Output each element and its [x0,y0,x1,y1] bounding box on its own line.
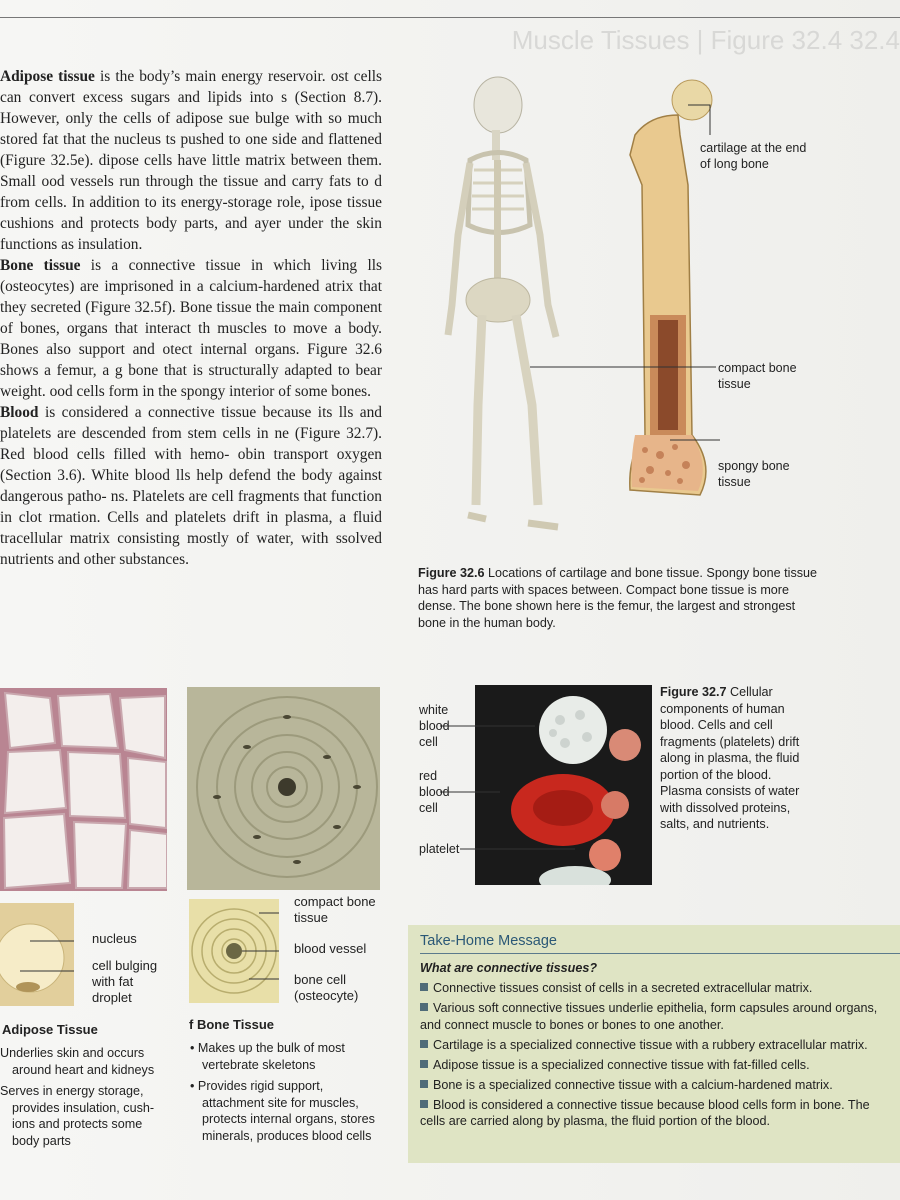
take-home-item [420,1057,896,1074]
paragraph-blood [0,402,382,570]
label-cartilage: cartilage at the end of long bone [700,141,807,171]
take-home-item-text: Connective tissues consist of cells in a secreted extracellular matrix. [433,981,813,995]
label-fat-droplet: cell bulging with fat droplet [92,958,158,1005]
take-home-item [420,1037,896,1054]
label-platelet: platelet [419,842,460,856]
take-home-question: What are connective tissues? [420,961,598,975]
bone-bullet-2-text: Provides rigid support, attachment site for muscles, protects internal organs, stores minerals, produces blood cells [197,1079,375,1143]
label-compact-bone: compact bone tissue [718,361,797,391]
bone-tissue-bullets [190,1040,380,1149]
label-nucleus: nucleus [92,931,137,946]
text-bone: is a connective tissue in which living lls (osteocytes) are imprisoned in a calcium-hardened atrix that they secreted (Figure 32.5f). Bone tissue the main component of bones, organs that interact th muscles to move a body. Bones also support and otect internal organs. Figure 32.6 shows a femur, a g bone that is structurally adapted to bear weight. ood cells form in the spongy interior of some bones. [0,257,382,400]
figure-32-6-number: Figure 32.6 [418,566,485,580]
bone-bullet-1-text: Makes up the bulk of most vertebrate skeletons [197,1041,345,1072]
take-home-list [420,980,896,1133]
figure-32-7-text: Cellular components of human blood. Cells and cell fragments (platelets) drift along in plasma, the fluid portion of the blood. Plasma consists of water with dissolved proteins, salts, and nutrients. [660,685,800,831]
label-compact-bone-tissue: compact bone tissue [294,894,376,925]
text-blood: is considered a connective tissue because its lls and platelets are descended from stem cells in ne (Figure 32.7). Red blood cells filled with hemo- obin transport oxygen (Section 3.6). White blood lls help defend the body against dangerous patho- ns. Platelets are cell fragments that function in clot rmation. Cells and platelets drift in plasma, a fluid tracellular matrix consisting mostly of water, with ssolved nutrients and other substances. [0,404,382,568]
take-home-item [420,1000,896,1033]
term-bone: Bone tissue [0,257,81,274]
bone-bullet-2: • Provides rigid support, attachment site for muscles, protects internal organs, stores minerals, produces blood cells [190,1079,375,1143]
take-home-box [408,925,900,1163]
square-bullet-icon [420,1003,428,1011]
adipose-bullet-2: Serves in energy storage, provides insulation, cush- ions and protects some body parts [0,1084,155,1148]
square-bullet-icon [420,1040,428,1048]
take-home-item-text: Various soft connective tissues underlie epithelia, form capsules around organs, and connect muscle to bones or bones to one another. [420,1001,878,1032]
term-adipose: Adipose tissue [0,68,95,85]
take-home-item-text: Adipose tissue is a specialized connective tissue with fat-filled cells. [433,1057,810,1072]
adipose-tissue-bullets [0,1045,165,1154]
figure-32-7-number: Figure 32.7 [660,685,727,699]
label-white-blood-cell: white blood cell [419,703,450,749]
adipose-drawing [0,903,74,1006]
label-red-blood-cell: red blood cell [419,769,450,815]
label-bone-cell: bone cell (osteocyte) [294,972,359,1003]
take-home-item-text: Bone is a specialized connective tissue with a calcium-hardened matrix. [433,1077,833,1092]
bone-micrograph [187,687,380,890]
take-home-rule [420,953,900,954]
bleed-through-header: Muscle Tissues | Figure 32.4 32.4 [511,25,900,55]
adipose-micrograph [0,688,167,891]
body-text-column [0,66,382,570]
label-spongy-bone: spongy bone tissue [718,459,790,489]
square-bullet-icon [420,1080,428,1088]
label-blood-vessel: blood vessel [294,941,367,956]
bone-bullet-1: • Makes up the bulk of most vertebrate skeletons [190,1041,345,1072]
femur-callout-lines [520,95,720,475]
bone-tissue-title: f Bone Tissue [189,1017,275,1032]
take-home-title: Take-Home Message [420,933,557,949]
take-home-item [420,1077,896,1094]
take-home-item-text: Cartilage is a specialized connective tissue with a rubbery extracellular matrix. [433,1037,868,1052]
bone-drawing [189,899,279,1003]
blood-callout-lines [440,700,580,860]
term-blood: Blood [0,404,39,421]
take-home-item [420,1097,896,1130]
paragraph-adipose [0,66,382,255]
header-rule [0,17,900,18]
take-home-item-text: Blood is considered a connective tissue because blood cells form in bone. The cells are carried along by plasma, the fluid portion of the blood. [420,1097,870,1128]
take-home-item [420,980,896,997]
figure-32-6-text: Locations of cartilage and bone tissue. Spongy bone tissue has hard parts with spaces between. Compact bone tissue is more dense. The bone shown here is the femur, the largest and strongest bone in the human body. [418,566,818,630]
paragraph-bone [0,255,382,402]
square-bullet-icon [420,983,428,991]
figure-32-6-caption [418,565,818,631]
adipose-tissue-title: Adipose Tissue [2,1022,98,1037]
square-bullet-icon [420,1100,428,1108]
text-adipose: is the body’s main energy reservoir. ost cells can convert excess sugars and lipids into s (Section 8.7). However, only the cells of adipose sue bulge with so much stored fat that the nucleus ts pushed to one side and flattened (Figure 32.5e). dipose cells have little matrix between them. Small ood vessels run through the tissue and carry fats to d from cells. In addition to its energy-storage role, ipose tissue cushions and protects body parts, and ayer under the skin functions as insulation. [0,68,382,253]
adipose-bullet-1: Underlies skin and occurs around heart and kidneys [0,1046,155,1077]
square-bullet-icon [420,1060,428,1068]
figure-32-7-caption [660,684,810,833]
